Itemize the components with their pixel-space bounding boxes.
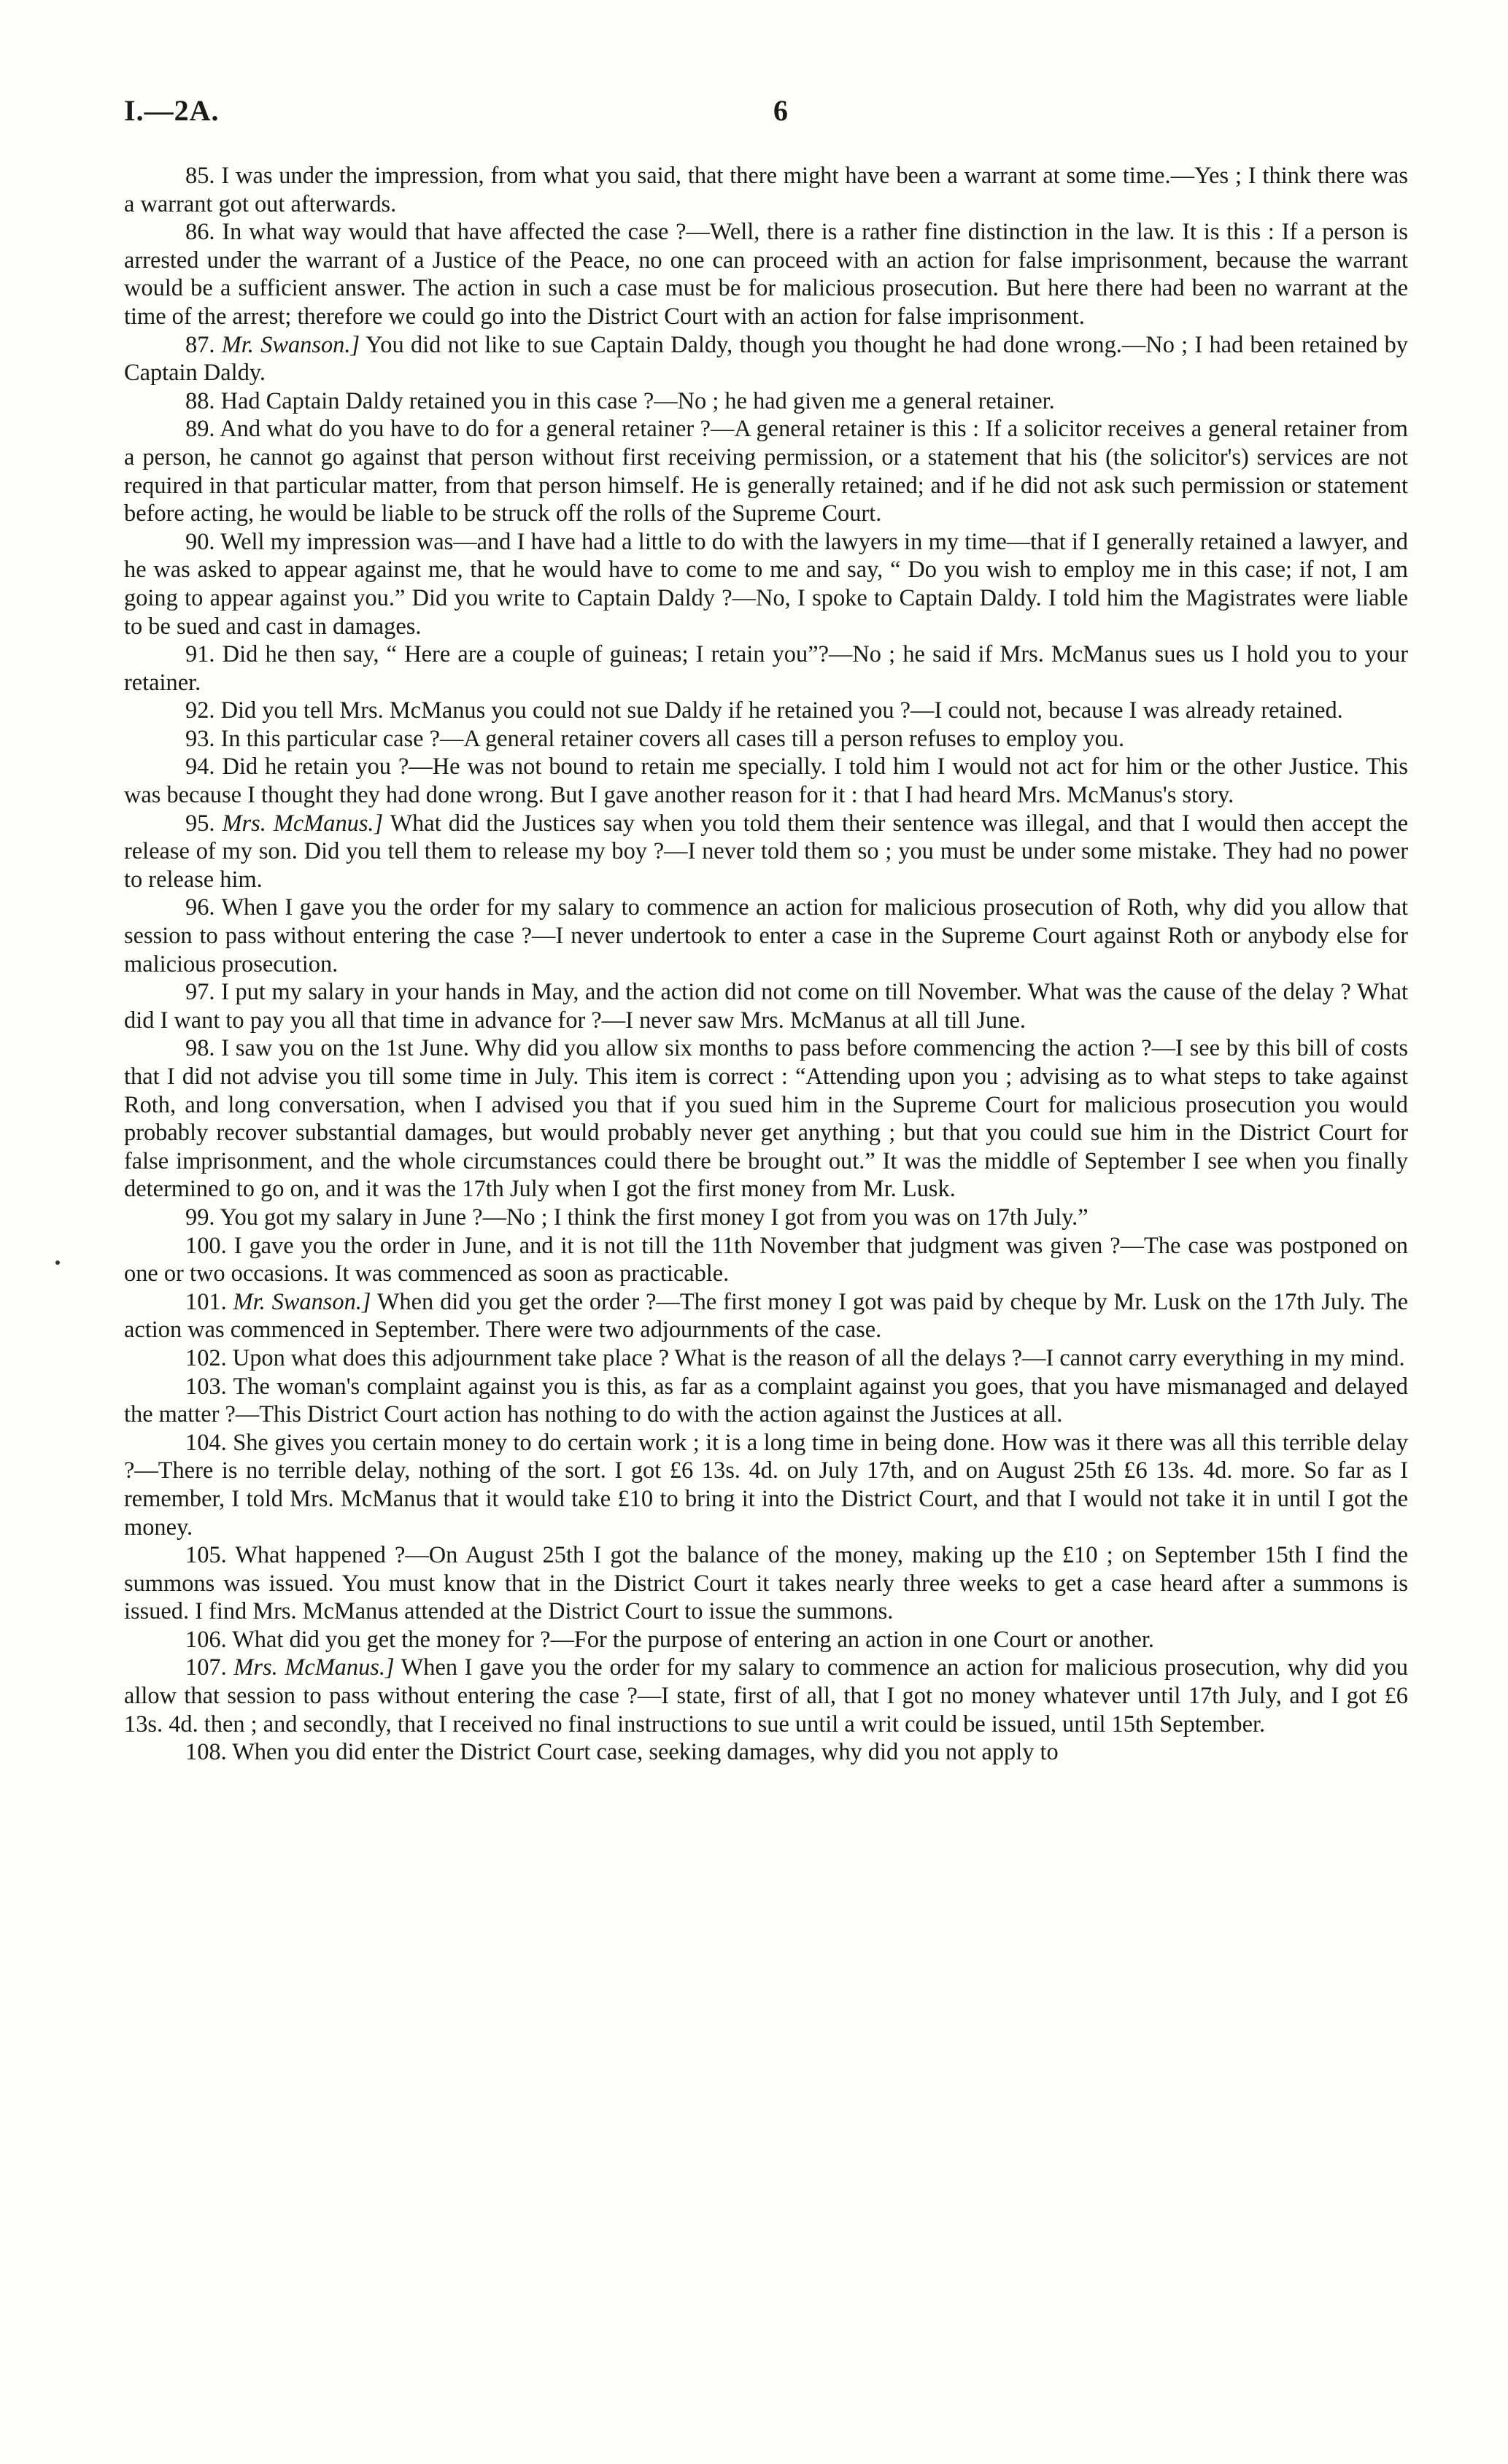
paragraph-text: Upon what does this adjournment take place ? What is the reason of all the delays ?—I cannot carry everything in my mind. xyxy=(232,1344,1405,1371)
question-91 xyxy=(124,640,1408,697)
question-number: 102. xyxy=(185,1344,227,1371)
question-number: 94. xyxy=(185,753,215,780)
paragraph-text: Did you tell Mrs. McManus you could not sue Daldy if he retained you ?—I could not, because I was already retained. xyxy=(220,697,1343,724)
margin-mark xyxy=(55,1260,60,1265)
question-number: 107. xyxy=(185,1654,227,1681)
paragraph-text: When I gave you the order for my salary to commence an action for malicious prosecution of Roth, why did you allow that session to pass without entering the case ?—I never undertook to enter a case in the Supreme Court against Roth or anybody else for malicious prosecution. xyxy=(124,894,1409,977)
document-reference: I.—2A. xyxy=(124,94,220,127)
question-101 xyxy=(124,1288,1408,1344)
question-87 xyxy=(124,331,1408,387)
question-94 xyxy=(124,753,1408,809)
question-number: 90. xyxy=(185,528,215,555)
question-number: 105. xyxy=(185,1542,227,1569)
question-number: 91. xyxy=(185,641,215,668)
question-88 xyxy=(124,387,1408,416)
question-100 xyxy=(124,1232,1408,1288)
question-number: 92. xyxy=(185,697,215,724)
question-number: 89. xyxy=(185,416,215,443)
paragraph-text: Well my impression was—and I have had a little to do with the lawyers in my time—that if I generally retained a lawyer, and he was asked to appear against me, that he would have to come to me and say, “ Do you wish to employ me in this case; if not, I am going to appear against you.” Did you write to Captain Daldy ?—No, I spoke to Captain Daldy. I told him the Magistrates were liable to be sued and cast in damages. xyxy=(124,528,1408,640)
question-104 xyxy=(124,1429,1408,1541)
question-92 xyxy=(124,697,1408,725)
question-108 xyxy=(124,1738,1408,1767)
paragraph-text: And what do you have to do for a general retainer ?—A general retainer is this : If a solicitor receives a general retainer from a person, he cannot go against that person without first receiving permission, or a statement that his (the solicitor's) services are not required in that particular matter, from that person himself. He is generally retained; and if he did not ask such permission or statement before acting, he would be liable to be struck off the rolls of the Supreme Court. xyxy=(124,416,1409,527)
question-number: 88. xyxy=(185,387,215,414)
paragraph-text: I saw you on the 1st June. Why did you allow six months to pass before commencing the action ?—I see by this bill of costs that I did not advise you till some time in July. This item is correct : “Attending upon you ; advising as to what steps to take against Roth, and long conversation, when I advised you that if you sued him in the Supreme Court for malicious prosecution you would probably recover substantial damages, but would probably never get anything ; but that you could sue him in the District Court for false imprisonment, and the whole circumstances could there be brought out.” It was the middle of September I see when you finally determined to go on, and it was the 17th July when I got the first money from Mr. Lusk. xyxy=(124,1035,1408,1203)
paragraph-text: I gave you the order in June, and it is not till the 11th November that judgment was given ?—The case was postponed on one or two occasions. It was commenced as soon as practicable. xyxy=(124,1232,1408,1287)
paragraph-text: I put my salary in your hands in May, and the action did not come on till November. What was the cause of the delay ? What did I want to pay you all that time in advance for ?—I never saw Mrs. McManus at all till June. xyxy=(124,979,1408,1034)
question-107 xyxy=(124,1654,1408,1738)
question-95 xyxy=(124,810,1408,894)
question-106 xyxy=(124,1626,1408,1654)
question-89 xyxy=(124,415,1408,527)
paragraph-text: What did you get the money for ?—For the purpose of entering an action in one Court or another. xyxy=(232,1626,1155,1653)
paragraph-text: In this particular case ?—A general retainer covers all cases till a person refuses to employ you. xyxy=(220,725,1125,752)
question-number: 93. xyxy=(185,725,215,752)
question-86 xyxy=(124,218,1408,330)
paragraph-text: When did you get the order ?—The first money I got was paid by cheque by Mr. Lusk on the 17th July. The action was commenced in September. There were two adjournments of the case. xyxy=(124,1288,1408,1344)
paragraph-text: You got my salary in June ?—No ; I think the first money I got from you was on 17th July.” xyxy=(220,1204,1089,1231)
speaker-name: Mr. Swanson.] xyxy=(221,331,360,358)
question-99 xyxy=(124,1204,1408,1232)
question-90 xyxy=(124,528,1408,640)
question-85 xyxy=(124,162,1408,218)
speaker-name: Mrs. McManus.] xyxy=(233,1654,395,1681)
paragraph-text: What happened ?—On August 25th I got the balance of the money, making up the £10 ; on September 15th I find the summons was issued. You must know that in the District Court it takes nearly three weeks to get a case heard after a summons is issued. I find Mrs. McManus attended at the District Court to issue the summons. xyxy=(124,1542,1409,1625)
paragraph-text: When I gave you the order for my salary to commence an action for malicious prosecution, why did you allow that session to pass without entering the case ?—I state, first of all, that I got no money whatever until 17th July, and I got £6 13s. 4d. then ; and secondly, that I received no final instructions to sue until a writ could be issued, until 15th September. xyxy=(124,1654,1408,1737)
question-number: 86. xyxy=(185,219,215,246)
paragraph-text: When you did enter the District Court case, seeking damages, why did you not apply to xyxy=(232,1739,1059,1766)
question-103 xyxy=(124,1373,1408,1429)
question-98 xyxy=(124,1034,1408,1204)
paragraph-text: Had Captain Daldy retained you in this case ?—No ; he had given me a general retainer. xyxy=(220,387,1055,414)
paragraph-text: You did not like to sue Captain Daldy, though you thought he had done wrong.—No ; I had been retained by Captain Daldy. xyxy=(124,331,1408,387)
question-number: 106. xyxy=(185,1626,227,1653)
question-93 xyxy=(124,725,1408,753)
question-number: 97. xyxy=(185,979,215,1006)
question-97 xyxy=(124,978,1408,1034)
paragraph-text: What did the Justices say when you told them their sentence was illegal, and that I would then accept the release of my son. Did you tell them to release my boy ?—I never told them so ; you must be under some mistake. They had no power to release him. xyxy=(124,810,1408,893)
question-number: 100. xyxy=(185,1232,227,1259)
question-number: 103. xyxy=(185,1373,227,1400)
question-number: 96. xyxy=(185,894,215,921)
question-number: 101. xyxy=(185,1288,227,1315)
page-number: 6 xyxy=(773,94,788,127)
paragraph-text: Did he retain you ?—He was not bound to retain me specially. I told him I would not act for him or the other Justice. This was because I thought they had done wrong. But I gave another reason for it : that I had heard Mrs. McManus's story. xyxy=(124,753,1408,809)
paragraph-text: She gives you certain money to do certain work ; it is a long time in being done. How was it there was all this terrible delay ?—There is no terrible delay, nothing of the sort. I got £6 13s. 4d. on July 17th, and on August 25th £6 13s. 4d. more. So far as I remember, I told Mrs. McManus that it would take £10 to bring it into the District Court, and that I would not take it in until I got the money. xyxy=(124,1429,1408,1541)
question-number: 104. xyxy=(185,1429,227,1456)
evidence-body xyxy=(124,162,1408,1767)
question-number: 98. xyxy=(185,1035,215,1062)
paragraph-text: Did he then say, “ Here are a couple of guineas; I retain you”?—No ; he said if Mrs. McManus sues us I hold you to your retainer. xyxy=(124,641,1408,696)
question-number: 108. xyxy=(185,1739,227,1766)
page-header xyxy=(124,93,1408,137)
question-96 xyxy=(124,894,1408,978)
question-105 xyxy=(124,1541,1408,1626)
question-102 xyxy=(124,1344,1408,1373)
question-number: 87. xyxy=(185,331,215,358)
speaker-name: Mr. Swanson.] xyxy=(233,1288,371,1315)
paragraph-text: In what way would that have affected the case ?—Well, there is a rather fine distinction in the law. It is this : If a person is arrested under the warrant of a Justice of the Peace, no one can proceed with an action for false imprisonment, because the warrant would be a sufficient answer. The action in such a case must be for malicious prosecution. But here there had been no warrant at the time of the arrest; therefore we could go into the District Court with an action for false imprisonment. xyxy=(124,219,1408,330)
question-number: 99. xyxy=(185,1204,215,1231)
paragraph-text: The woman's complaint against you is this, as far as a complaint against you goes, that you have mismanaged and delayed the matter ?—This District Court action has nothing to do with the action against the Justices at all. xyxy=(124,1373,1408,1428)
question-number: 85. xyxy=(185,163,215,189)
question-number: 95. xyxy=(185,810,215,837)
paragraph-text: I was under the impression, from what you said, that there might have been a warrant at some time.—Yes ; I think there was a warrant got out afterwards. xyxy=(124,163,1408,217)
speaker-name: Mrs. McManus.] xyxy=(222,810,384,837)
